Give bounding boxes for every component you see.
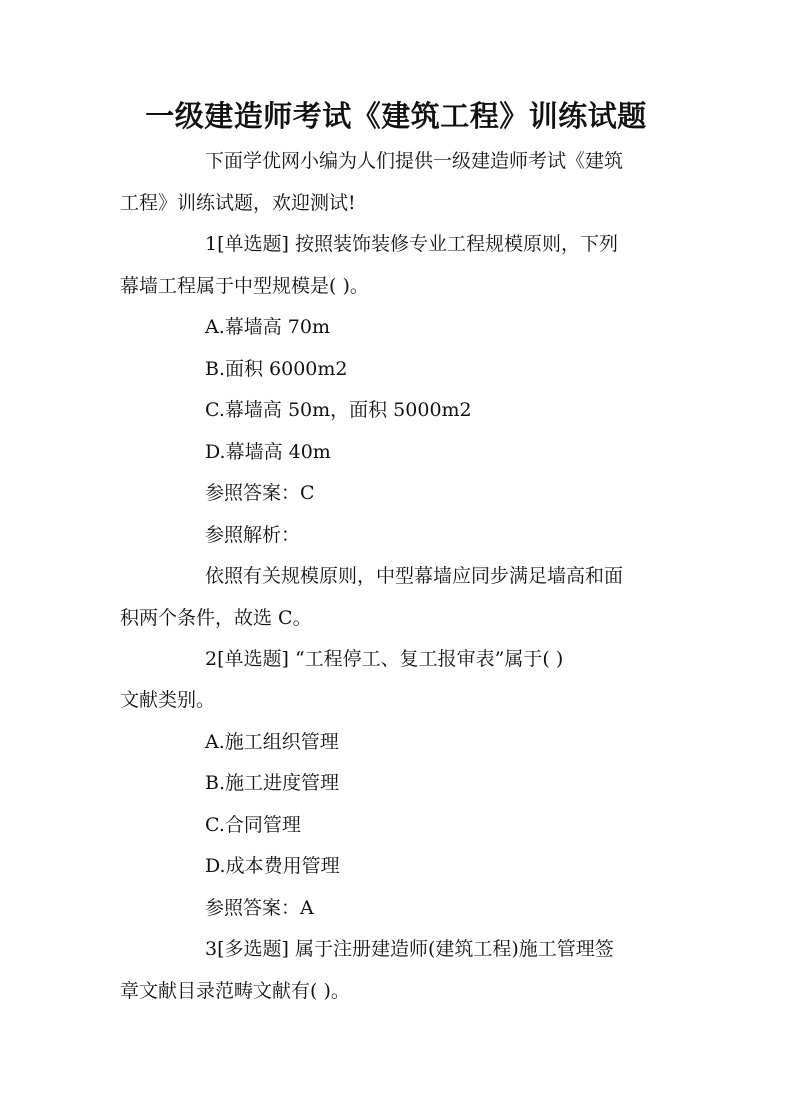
q1-analysis-line-1: 依照有关规模原则，中型幕墙应同步满足墙高和面 xyxy=(205,565,624,587)
q2-option-d: D.成本费用管理 xyxy=(205,855,340,877)
q1-answer: 参照答案：C xyxy=(205,482,315,504)
q1-option-c: C.幕墙高 50m，面积 5000m2 xyxy=(205,399,472,421)
q1-option-b: B.面积 6000m2 xyxy=(205,358,348,380)
q1-analysis-line-2: 积两个条件，故选 C。 xyxy=(120,607,312,629)
q2-stem-line-1: 2[单选题] “工程停工、复工报审表”属于( ) xyxy=(205,648,564,670)
q1-stem-line-2: 幕墙工程属于中型规模是( )。 xyxy=(120,275,369,297)
intro-line-2: 工程》训练试题，欢迎测试! xyxy=(120,192,356,214)
q3-stem-line-2: 章文献目录范畴文献有( )。 xyxy=(120,980,350,1002)
q2-option-c: C.合同管理 xyxy=(205,814,301,836)
q2-option-a: A.施工组织管理 xyxy=(205,731,339,753)
q1-analysis-label: 参照解析： xyxy=(205,524,301,546)
q1-stem-line-1: 1[单选题] 按照装饰装修专业工程规模原则，下列 xyxy=(205,233,618,255)
q2-stem-line-2: 文献类别。 xyxy=(120,689,216,711)
document-title: 一级建造师考试《建筑工程》训练试题 xyxy=(145,99,647,133)
q1-option-a: A.幕墙高 70m xyxy=(205,316,330,338)
q2-answer: 参照答案：A xyxy=(205,897,314,919)
intro-line-1: 下面学优网小编为人们提供一级建造师考试《建筑 xyxy=(205,150,624,172)
q1-option-d: D.幕墙高 40m xyxy=(205,441,331,463)
q3-stem-line-1: 3[多选题] 属于注册建造师(建筑工程)施工管理签 xyxy=(205,938,614,960)
q2-option-b: B.施工进度管理 xyxy=(205,772,340,794)
